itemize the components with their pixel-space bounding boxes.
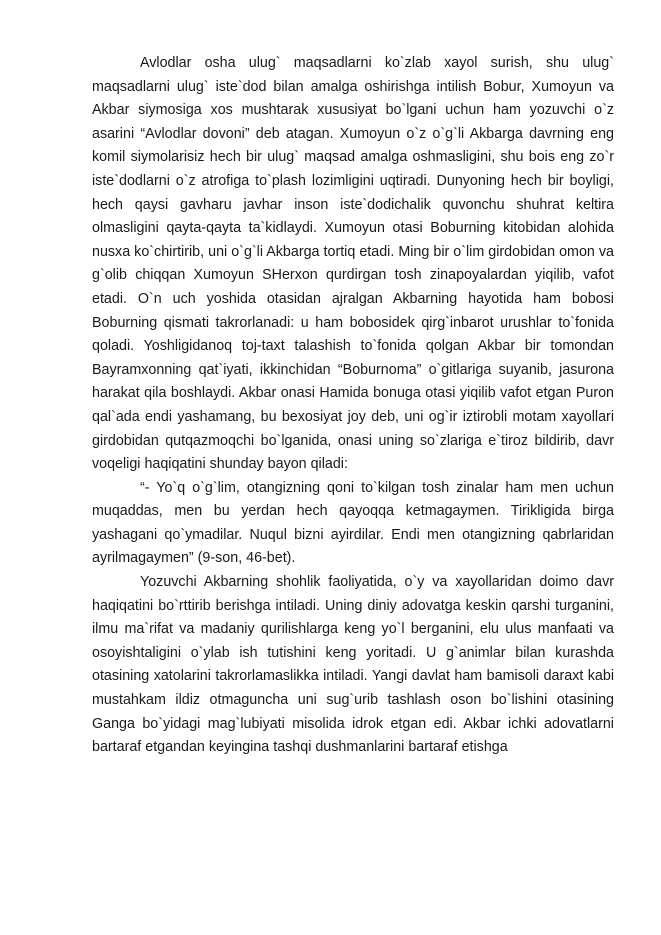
- paragraph-1: Avlodlar osha ulug` maqsadlarni ko`zlab xayol surish, shu ulug` maqsadlarni ulug` iste`dod bilan amalga oshirishga intilish Bobur, Xumoyun va Akbar siymosiga xos mushtarak xususiyat bo`lgani uchun ham yozuvchi o`z asarini “Avlodlar dovoni” deb atagan. Xumoyun o`z o`g`li Akbarga davrning eng komil siymolarisiz hech bir ulug` maqsad amalga oshmasligini, shu bois eng zo`r iste`dodlarni o`z atrofiga to`plash lozimligini uqtiradi. Dunyoning hech bir boyligi, hech qaysi gavharu javhar inson iste`dodichalik quvonchu shuhrat keltira olmasligini qayta-qayta ta`kidlaydi. Xumoyun otasi Boburning kitobidan alohida nusxa ko`chirtirib, uni o`g`li Akbarga tortiq etadi. Ming bir o`lim girdobidan omon va g`olib chiqqan Xumoyun SHerxon qurdirgan tosh zinapoyalardan yiqilib, vafot etadi. O`n uch yoshida otasidan ajralgan Akbarning hayotida ham bobosi Boburning qismati takrorlanadi: u ham bobosidek qirg`inbarot urushlar to`fonida qoladi. Yoshligidanoq toj-taxt talashish to`fonida qolgan Akbar bir tomondan Bayramxonning qat`iyati, ikkinchidan “Boburnoma” o`gitlariga suyanib, jasurona harakat qila boshlaydi. Akbar onasi Hamida bonuga otasi yiqilib vafot etgan Puron qal`ada endi yashamang, bu bexosiyat joy deb, uni og`ir iztirobli motam xayollari girdobidan qutqazmoqchi bo`lganida, onasi uning so`zlariga e`tiroz bildirib, davr voqeligi haqiqatini shunday bayon qiladi:: [92, 55, 614, 473]
- paragraph-2-quote: “- Yo`q o`g`lim, otangizning qoni to`kilgan tosh zinalar ham men uchun muqaddas, men bu yerdan hech qayoqqa ketmagaymen. Tirikligida birga yashagani qo`ymadilar. Nuqul bizni ayirdilar. Endi men otangizning qabrlaridan ayrilmagaymen” (9-son, 46-bet).: [92, 479, 614, 567]
- document-page: [92, 52, 614, 760]
- paragraph-3: Yozuvchi Akbarning shohlik faoliyatida, o`y va xayollaridan doimo davr haqiqatini bo`rttirib berishga intiladi. Uning diniy adovatga keskin qarshi turganini, ilmu ma`rifat va madaniy qurilishlarga keng yo`l berganini, elu ulus manfaati va osoyishtaligini o`ylab ish tutishini keng yoritadi. U g`animlar bilan kurashda otasining xatolarini takrorlamaslikka intiladi. Yangi davlat ham bamisoli daraxt kabi mustahkam ildiz otmaguncha uni sug`urib tashlash oson bo`lishini otasining Ganga bo`yidagi mag`lubiyati misolida idrok etgan edi. Akbar ichki adovatlarni bartaraf etgandan keyingina tashqi dushmanlarini bartaraf etishga: [92, 574, 614, 756]
